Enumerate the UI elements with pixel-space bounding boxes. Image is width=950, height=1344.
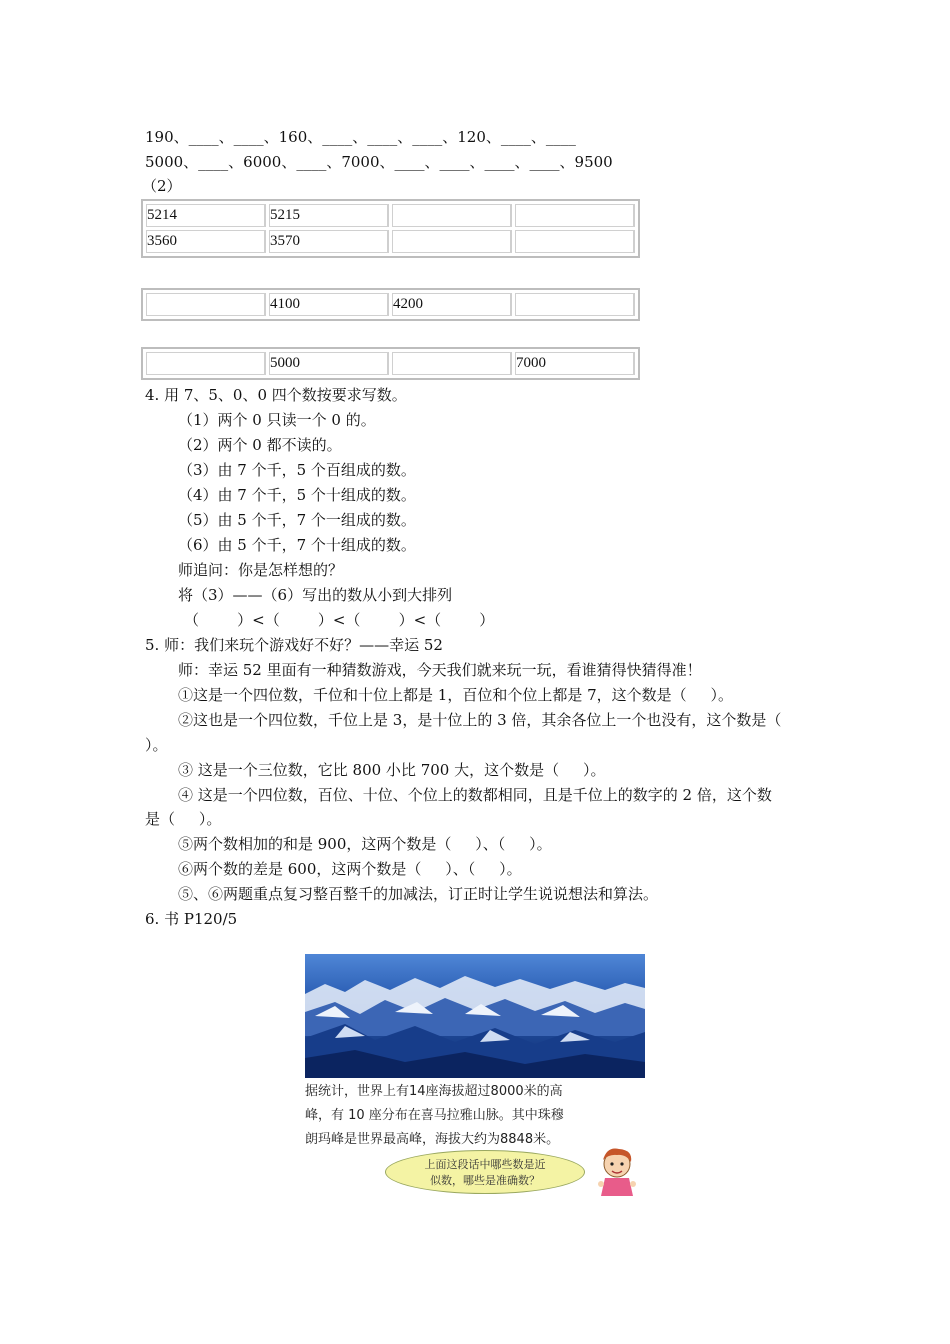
mountain-photo xyxy=(305,954,645,1078)
speech-bubble xyxy=(385,1150,585,1194)
bubble-text: 似数，哪些是准确数？ xyxy=(430,1174,540,1187)
riddle-6: ⑥两个数的差是 600，这两个数是（ ）、（ ）。 xyxy=(178,860,522,878)
ordering-instruction: 将（3）——（6）写出的数从小到大排列 xyxy=(178,586,453,604)
question-5-title: 5. 师：我们来玩个游戏好不好？——幸运 52 xyxy=(145,636,443,654)
table-cell xyxy=(392,230,512,253)
table-cell xyxy=(146,293,266,316)
table-cell: 5215 xyxy=(269,204,389,227)
question-4-item: （1）两个 0 只读一个 0 的。 xyxy=(178,411,376,429)
question-4-item: （3）由 7 个千，5 个百组成的数。 xyxy=(178,461,416,479)
number-table-1 xyxy=(141,199,640,258)
table-cell: 5214 xyxy=(146,204,266,227)
riddle-4: ④ 这是一个四位数，百位、十位、个位上的数都相同，且是千位上的数字的 2 倍，这个数 xyxy=(178,786,772,804)
table-cell: 7000 xyxy=(515,352,635,375)
table-cell xyxy=(392,204,512,227)
riddle-5: ⑤两个数相加的和是 900，这两个数是（ ）、（ ）。 xyxy=(178,835,552,853)
riddle-2: ②这也是一个四位数，千位上是 3，是十位上的 3 倍，其余各位上一个也没有，这个数是（ xyxy=(178,711,782,729)
himalaya-mountains-icon xyxy=(305,954,645,1078)
cartoon-child-icon xyxy=(593,1144,641,1198)
table-cell xyxy=(515,204,635,227)
question-4-item: （6）由 5 个千，7 个十组成的数。 xyxy=(178,536,416,554)
teacher-followup: 师追问：你是怎样想的？ xyxy=(178,561,344,579)
caption-line: 朗玛峰是世界最高峰，海拔大约为8848米。 xyxy=(305,1132,560,1147)
table-cell: 4200 xyxy=(392,293,512,316)
table-cell: 5000 xyxy=(269,352,389,375)
sequence-2: 5000、____、6000、____、7000、____、____、____、____、9500 xyxy=(145,153,613,171)
table-cell: 3560 xyxy=(146,230,266,253)
table-cell xyxy=(515,230,635,253)
table-row xyxy=(146,293,635,316)
table-cell xyxy=(515,293,635,316)
bubble-text: 上面这段话中哪些数是近 xyxy=(424,1158,546,1171)
table-row xyxy=(146,230,635,253)
caption-line: 据统计，世界上有14座海拔超过8000米的高 xyxy=(305,1084,563,1099)
teaching-note: ⑤、⑥两题重点复习整百整千的加减法，订正时让学生说说想法和算法。 xyxy=(178,885,659,903)
question-4-item: （5）由 5 个千，7 个一组成的数。 xyxy=(178,511,416,529)
riddle-1: ①这是一个四位数，千位和十位上都是 1，百位和个位上都是 7，这个数是（ ）。 xyxy=(178,686,733,704)
question-4-item: （4）由 7 个千，5 个十组成的数。 xyxy=(178,486,416,504)
number-table-3 xyxy=(141,347,640,380)
table-row xyxy=(146,352,635,375)
figure-caption xyxy=(305,1080,645,1152)
table-cell: 4100 xyxy=(269,293,389,316)
question-5-intro: 师：幸运 52 里面有一种猜数游戏，今天我们就来玩一玩，看谁猜得快猜得准！ xyxy=(178,661,702,679)
table-cell xyxy=(392,352,512,375)
part-2-label: （2） xyxy=(142,177,182,195)
riddle-2-continued: ）。 xyxy=(145,736,168,754)
sequence-1: 190、____、____、160、____、____、____、120、____、____ xyxy=(145,128,576,146)
table-cell: 3570 xyxy=(269,230,389,253)
caption-line: 峰，有 10 座分布在喜马拉雅山脉。其中珠穆 xyxy=(305,1108,564,1123)
riddle-3: ③ 这是一个三位数，它比 800 小比 700 大，这个数是（ ）。 xyxy=(178,761,606,779)
mountain-figure xyxy=(305,954,645,1200)
table-cell xyxy=(146,352,266,375)
riddle-4-continued: 是（ ）。 xyxy=(145,810,222,828)
question-4-title: 4. 用 7、5、0、0 四个数按要求写数。 xyxy=(145,386,407,404)
question-4-item: （2）两个 0 都不读的。 xyxy=(178,436,342,454)
ordering-blanks: （ ）<（ ）<（ ）<（ ） xyxy=(184,611,495,629)
number-table-2 xyxy=(141,288,640,321)
table-row xyxy=(146,204,635,227)
question-6-title: 6. 书 P120/5 xyxy=(145,910,238,928)
